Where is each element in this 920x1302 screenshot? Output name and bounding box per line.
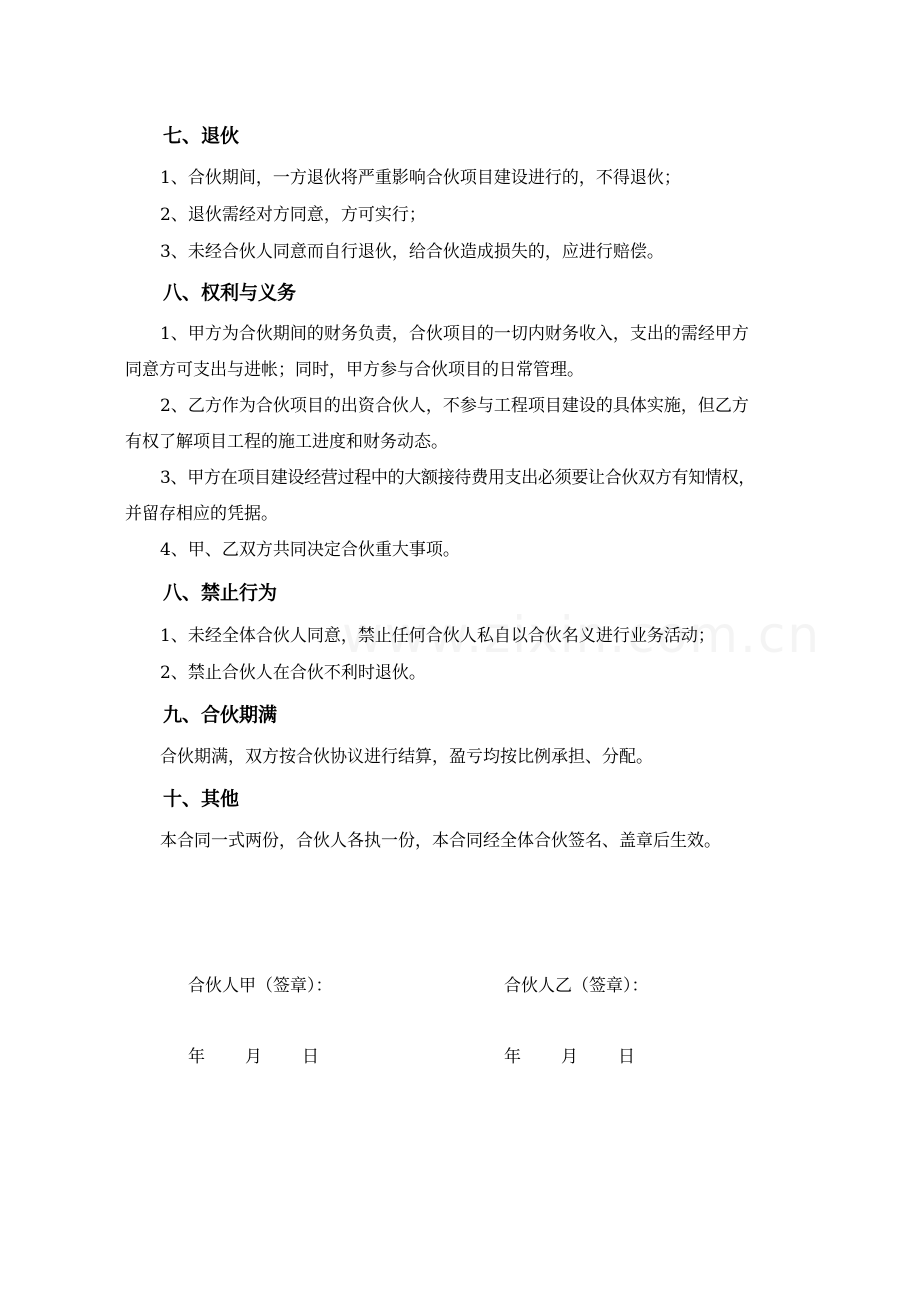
rights-item-2 [125, 388, 800, 460]
rights-item-2-line2: 有权了解项目工程的施工进度和财务动态。 [125, 432, 448, 452]
rights-item-2-line1: 2、乙方作为合伙项目的出资合伙人，不参与工程项目建设的具体实施，但乙方 [160, 396, 749, 416]
partner-a-signature-label: 合伙人甲（签章）： [188, 976, 333, 996]
section-title-rights-obligations: 八、权利与义务 [163, 282, 297, 304]
month-label: 月 [245, 1047, 262, 1067]
rights-item-3-line1: 3、甲方在项目建设经营过程中的大额接待费用支出必须要让合伙双方有知情权， [160, 468, 756, 488]
day-label: 日 [618, 1047, 635, 1067]
rights-item-1 [125, 316, 800, 388]
day-label: 日 [302, 1047, 319, 1067]
rights-item-3 [125, 460, 800, 532]
month-label: 月 [561, 1047, 578, 1067]
term-expiry-text: 合伙期满，双方按合伙协议进行结算，盈亏均按比例承担、分配。 [160, 747, 653, 767]
rights-item-1-line2: 同意方可支出与进帐；同时，甲方参与合伙项目的日常管理。 [125, 360, 584, 380]
year-label: 年 [188, 1047, 205, 1067]
rights-item-1-line1: 1、甲方为合伙期间的财务负责，合伙项目的一切内财务收入，支出的需经甲方 [160, 324, 749, 344]
section-title-other: 十、其他 [163, 788, 240, 810]
withdrawal-item-2: 2、退伙需经对方同意，方可实行； [160, 205, 426, 225]
partner-b-signature-label: 合伙人乙（签章）： [504, 976, 649, 996]
section-title-term-expiry: 九、合伙期满 [163, 704, 278, 726]
rights-item-3-line2: 并留存相应的凭据。 [125, 504, 278, 524]
withdrawal-item-1: 1、合伙期间，一方退伙将严重影响合伙项目建设进行的，不得退伙； [160, 168, 681, 188]
rights-item-4: 4、甲、乙双方共同决定合伙重大事项。 [160, 540, 460, 560]
year-label: 年 [504, 1047, 521, 1067]
prohibited-item-1: 1、未经全体合伙人同意，禁止任何合伙人私自以合伙名义进行业务活动； [160, 626, 715, 646]
withdrawal-item-3: 3、未经合伙人同意而自行退伙，给合伙造成损失的，应进行赔偿。 [160, 242, 664, 262]
section-title-prohibited-acts: 八、禁止行为 [163, 582, 278, 604]
partner-a-date [188, 1044, 319, 1070]
prohibited-item-2: 2、禁止合伙人在合伙不利时退伙。 [160, 663, 426, 683]
other-text: 本合同一式两份，合伙人各执一份，本合同经全体合伙签名、盖章后生效。 [160, 831, 721, 851]
section-title-withdrawal: 七、退伙 [163, 125, 240, 147]
partner-b-date [504, 1044, 635, 1070]
